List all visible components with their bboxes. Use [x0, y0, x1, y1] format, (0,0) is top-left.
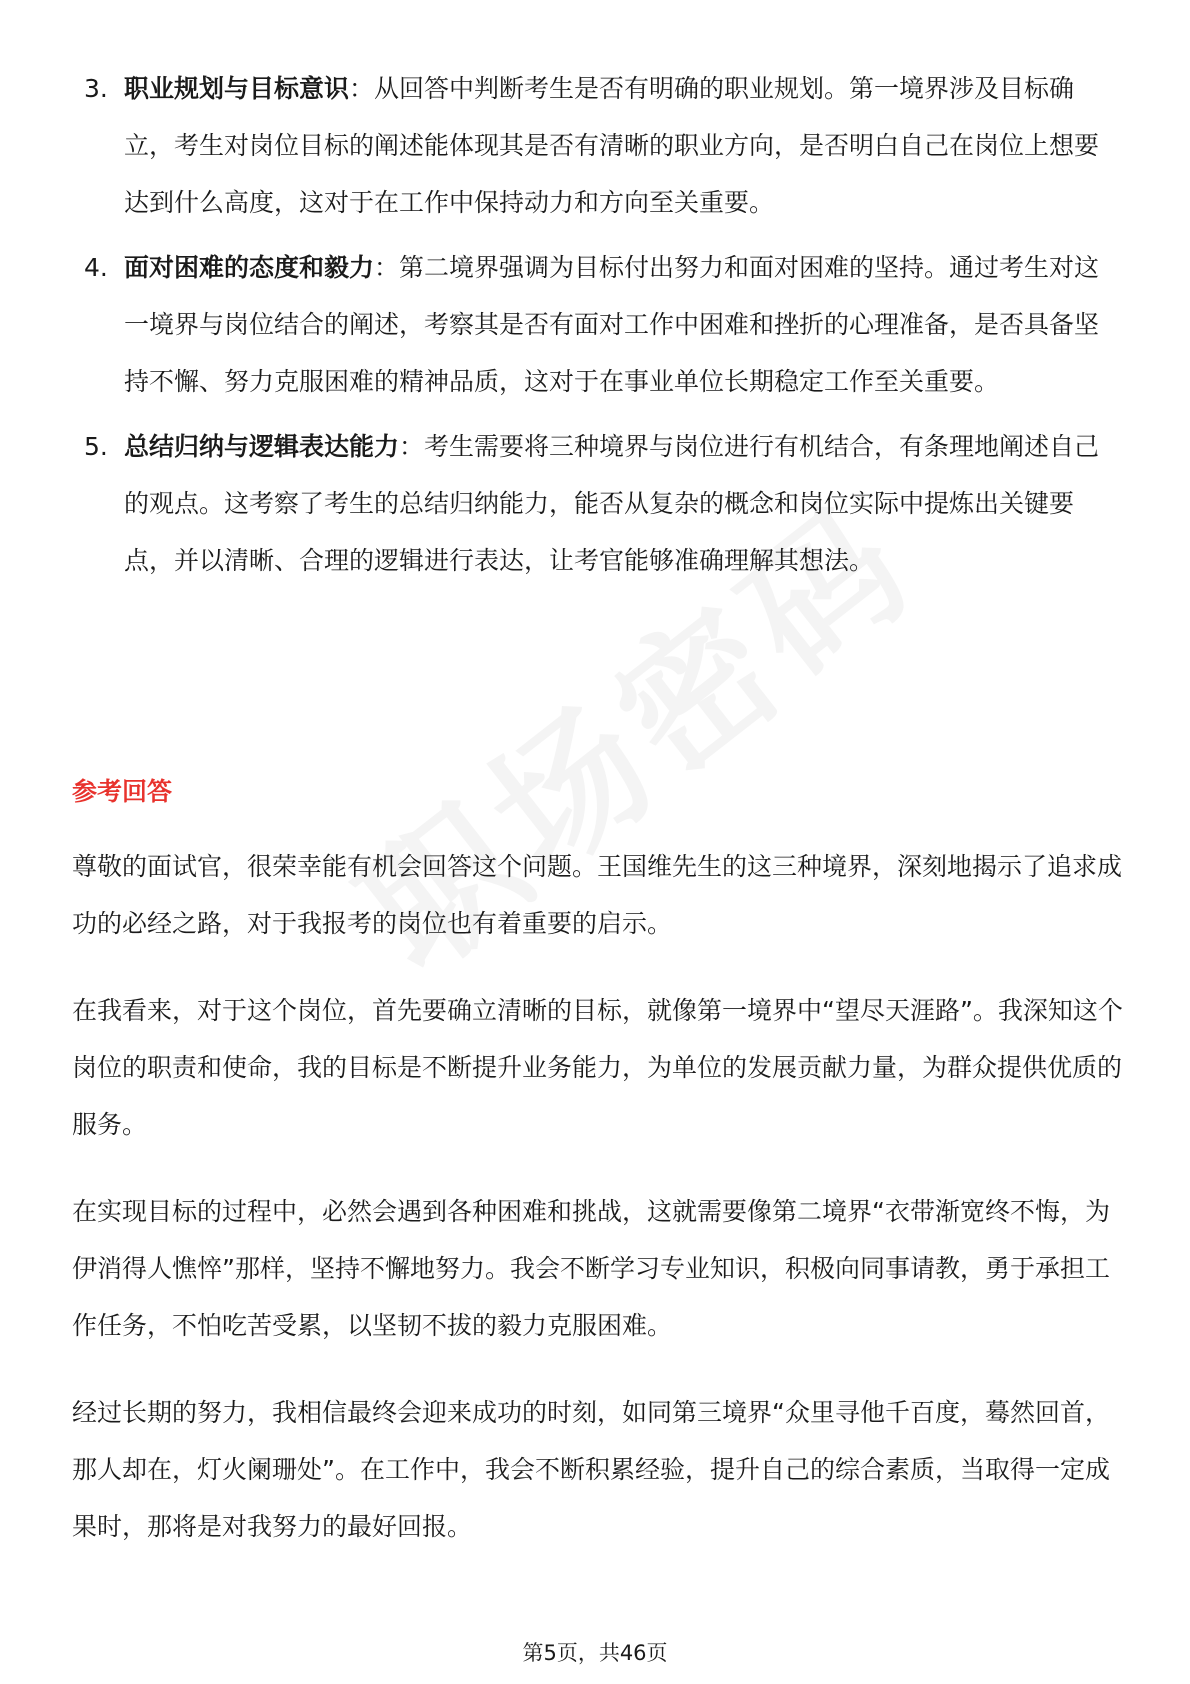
answer-paragraph: 尊敬的面试官，很荣幸能有机会回答这个问题。王国维先生的这三种境界，深刻地揭示了追求成功的必经之路，对于我报考的岗位也有着重要的启示。	[72, 852, 1123, 938]
list-text: ：从回答中判断考生是否有明确的职业规划。第一境界涉及目标确立，考生对岗位目标的阐述能体现其是否有清晰的职业方向，是否明白自己在岗位上想要达到什么高度，这对于在工作中保持动力和方向至关重要。	[124, 74, 1100, 217]
page-number: 第5页，共46页	[522, 1641, 668, 1665]
section-title: 参考回答	[72, 777, 173, 806]
list-number: 3.	[84, 74, 108, 103]
reference-answer	[72, 838, 1124, 1585]
answer-paragraph: 在实现目标的过程中，必然会遇到各种困难和挑战，这就需要像第二境界“衣带渐宽终不悔，为伊消得人憔悴”那样，坚持不懈地努力。我会不断学习专业知识，积极向同事请教，勇于承担工作任务，不怕吃苦受累，以坚韧不拔的毅力克服困难。	[72, 1197, 1110, 1340]
list-item	[0, 239, 1190, 410]
list-item	[0, 60, 1190, 231]
answer-paragraph: 在我看来，对于这个岗位，首先要确立清晰的目标，就像第一境界中“望尽天涯路”。我深知这个岗位的职责和使命，我的目标是不断提升业务能力，为单位的发展贡献力量，为群众提供优质的服务。	[72, 996, 1123, 1139]
list-number: 4.	[84, 253, 108, 282]
list-term: 总结归纳与逻辑表达能力	[124, 432, 400, 461]
criteria-list	[0, 60, 1190, 597]
list-number: 5.	[84, 432, 108, 461]
list-term: 面对困难的态度和毅力	[124, 253, 375, 282]
list-text: ：第二境界强调为目标付出努力和面对困难的坚持。通过考生对这一境界与岗位结合的阐述，考察其是否有面对工作中困难和挫折的心理准备，是否具备坚持不懈、努力克服困难的精神品质，这对于在事业单位长期稳定工作至关重要。	[124, 253, 1100, 396]
list-item	[0, 418, 1190, 589]
list-term: 职业规划与目标意识	[124, 74, 350, 103]
list-text: ：考生需要将三种境界与岗位进行有机结合，有条理地阐述自己的观点。这考察了考生的总结归纳能力，能否从复杂的概念和岗位实际中提炼出关键要点，并以清晰、合理的逻辑进行表达，让考官能够准确理解其想法。	[124, 432, 1100, 575]
answer-paragraph: 经过长期的努力，我相信最终会迎来成功的时刻，如同第三境界“众里寻他千百度，蓦然回首，那人却在，灯火阑珊处”。在工作中，我会不断积累经验，提升自己的综合素质，当取得一定成果时，那将是对我努力的最好回报。	[72, 1398, 1110, 1541]
